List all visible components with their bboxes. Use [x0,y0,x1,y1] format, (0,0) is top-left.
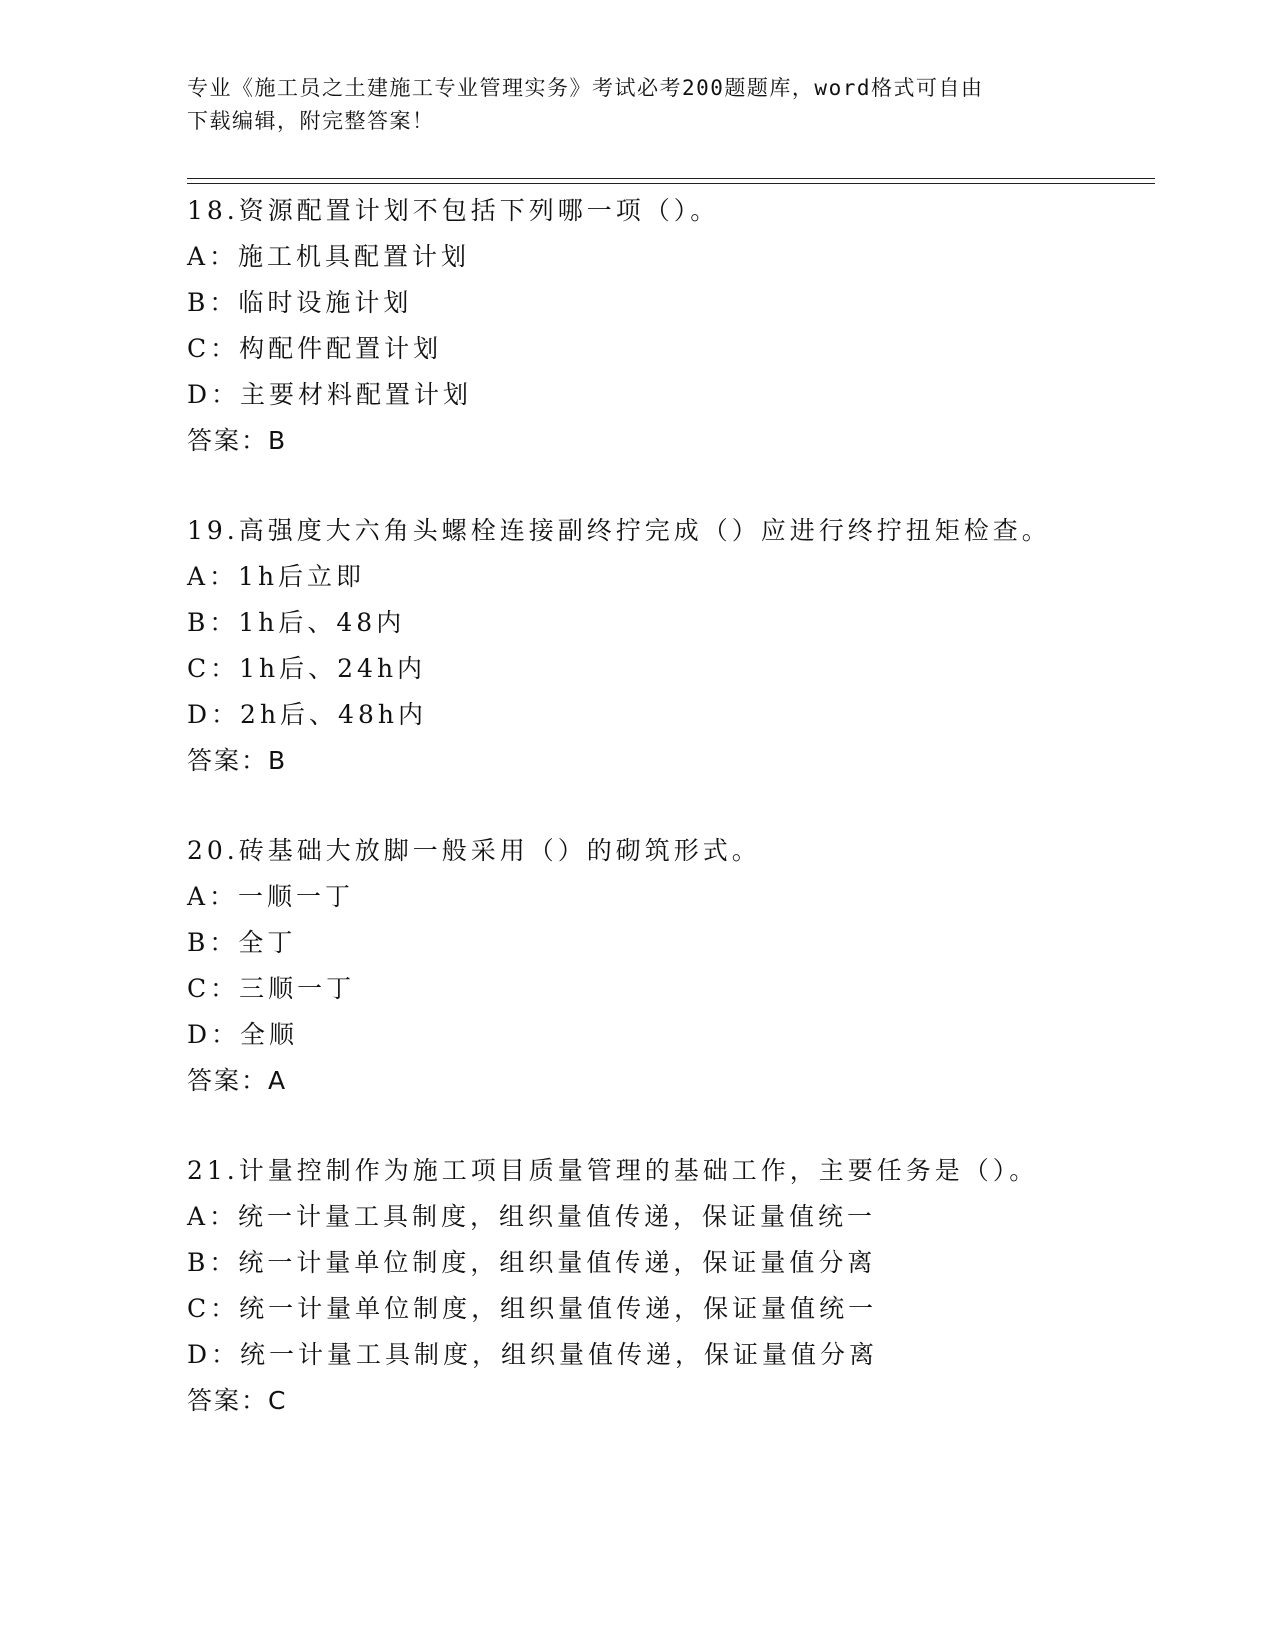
answer-line: 答案：B [187,746,288,775]
header-divider-bottom [187,183,1155,184]
option-a: A：施工机具配置计划 [187,242,471,271]
option-b: B：1h后、48内 [187,608,406,637]
option-d: D：主要材料配置计划 [187,380,473,409]
question-19 [187,508,1155,784]
option-a: A：1h后立即 [187,562,366,591]
answer-line: 答案：B [187,426,288,455]
question-20 [187,828,1155,1104]
answer-line: 答案：C [187,1386,288,1415]
option-c: C：1h后、24h内 [187,654,427,683]
option-d: D：全顺 [187,1020,299,1049]
answer-line: 答案：A [187,1066,288,1095]
option-d: D：统一计量工具制度，组织量值传递，保证量值分离 [187,1340,879,1369]
option-c: C：统一计量单位制度，组织量值传递，保证量值统一 [187,1294,878,1323]
option-c: C：三顺一丁 [187,974,356,1003]
option-b: B：统一计量单位制度，组织量值传递，保证量值分离 [187,1248,877,1277]
question-stem: 21.计量控制作为施工项目质量管理的基础工作，主要任务是（）。 [187,1156,1039,1185]
header-divider-top [187,178,1155,179]
document-header [187,72,1077,138]
option-d: D：2h后、48h内 [187,700,427,729]
question-stem: 19.高强度大六角头螺栓连接副终拧完成（）应进行终拧扭矩检查。 [187,516,1051,545]
header-line-1: 专业《施工员之土建施工专业管理实务》考试必考200题题库，word格式可自由 [187,76,984,100]
question-stem: 18.资源配置计划不包括下列哪一项（）。 [187,196,720,225]
option-c: C：构配件配置计划 [187,334,443,363]
question-stem: 20.砖基础大放脚一般采用（）的砌筑形式。 [187,836,761,865]
question-18 [187,188,1155,464]
option-b: B：临时设施计划 [187,288,413,317]
option-b: B：全丁 [187,928,297,957]
option-a: A：统一计量工具制度，组织量值传递，保证量值统一 [187,1202,877,1231]
question-21 [187,1148,1155,1424]
option-a: A：一顺一丁 [187,882,355,911]
header-line-2: 下载编辑，附完整答案！ [187,109,435,133]
question-list [187,188,1155,1424]
